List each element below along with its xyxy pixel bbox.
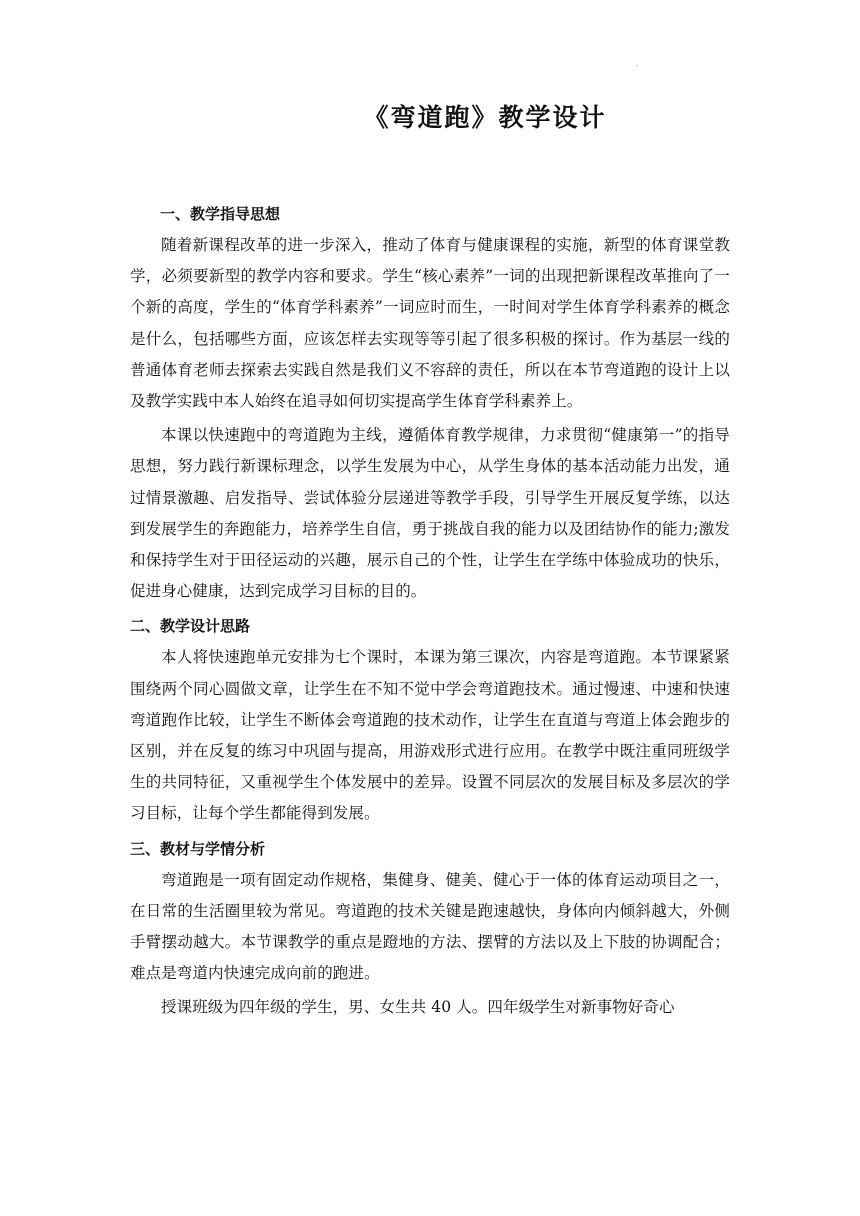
section-guiding-ideology bbox=[130, 198, 730, 607]
section-heading: 三、教材与学情分析 bbox=[130, 839, 266, 858]
paragraph: 弯道跑是一项有固定动作规格，集健身、健美、健心于一体的体育运动项目之一，在日常的生活圈里较为常见。弯道跑的技术关键是跑速越快，身体向内倾斜越大，外侧手臂摆动越大。本节课教学的重点是蹬地的方法、摆臂的方法以及上下肢的协调配合；难点是弯道内快速完成向前的跑进。 bbox=[130, 870, 730, 983]
corner-mark: . bbox=[636, 59, 639, 68]
paragraph: 授课班级为四年级的学生，男、女生共 40 人。四年级学生对新事物好奇心 bbox=[161, 998, 675, 1017]
paragraph: 本课以快速跑中的弯道跑为主线，遵循体育教学规律，力求贯彻“健康第一”的指导思想，努力践行新课标理念，以学生发展为中心，从学生身体的基本活动能力出发，通过情景激趣、启发指导、尝试体验分层递进等教学手段，引导学生开展反复学练，以达到发展学生的奔跑能力，培养学生自信，勇于挑战自我的能力以及团结协作的能力;激发和保持学生对于田径运动的兴趣，展示自己的个性，让学生在学练中体验成功的快乐，促进身心健康，达到完成学习目标的目的。 bbox=[130, 426, 730, 601]
document-title: 《弯道跑》教学设计 bbox=[363, 103, 607, 132]
paragraph: 本人将快速跑单元安排为七个课时，本课为第三课次，内容是弯道跑。本节课紧紧围绕两个同心圆做文章，让学生在不知不觉中学会弯道跑技术。通过慢速、中速和快速弯道跑作比较，让学生不断体会弯道跑的技术动作，让学生在直道与弯道上体会跑步的区别，并在反复的练习中巩固与提高，用游戏形式进行应用。在教学中既注重同班级学生的共同特征，又重视学生个体发展中的差异。设置不同层次的发展目标及多层次的学习目标，让每个学生都能得到发展。 bbox=[130, 648, 730, 823]
section-heading: 一、教学指导思想 bbox=[160, 205, 281, 223]
section-design-approach bbox=[130, 610, 730, 829]
section-heading: 二、教学设计思路 bbox=[130, 617, 251, 636]
section-material-analysis bbox=[130, 833, 730, 1024]
paragraph: 随着新课程改革的进一步深入，推动了体育与健康课程的实施，新型的体育课堂教学，必须要新型的教学内容和要求。学生“核心素养”一词的出现把新课程改革推向了一个新的高度，学生的“体育学科素养”一词应时而生，一时间对学生体育学科素养的概念是什么，包括哪些方面，应该怎样去实现等等引起了很多积极的探讨。作为基层一线的普通体育老师去探索去实践自然是我们义不容辞的责任，所以在本节弯道跑的设计上以及教学实践中本人始终在追寻如何切实提高学生体育学科素养上。 bbox=[130, 236, 730, 411]
document-body bbox=[130, 198, 730, 1027]
